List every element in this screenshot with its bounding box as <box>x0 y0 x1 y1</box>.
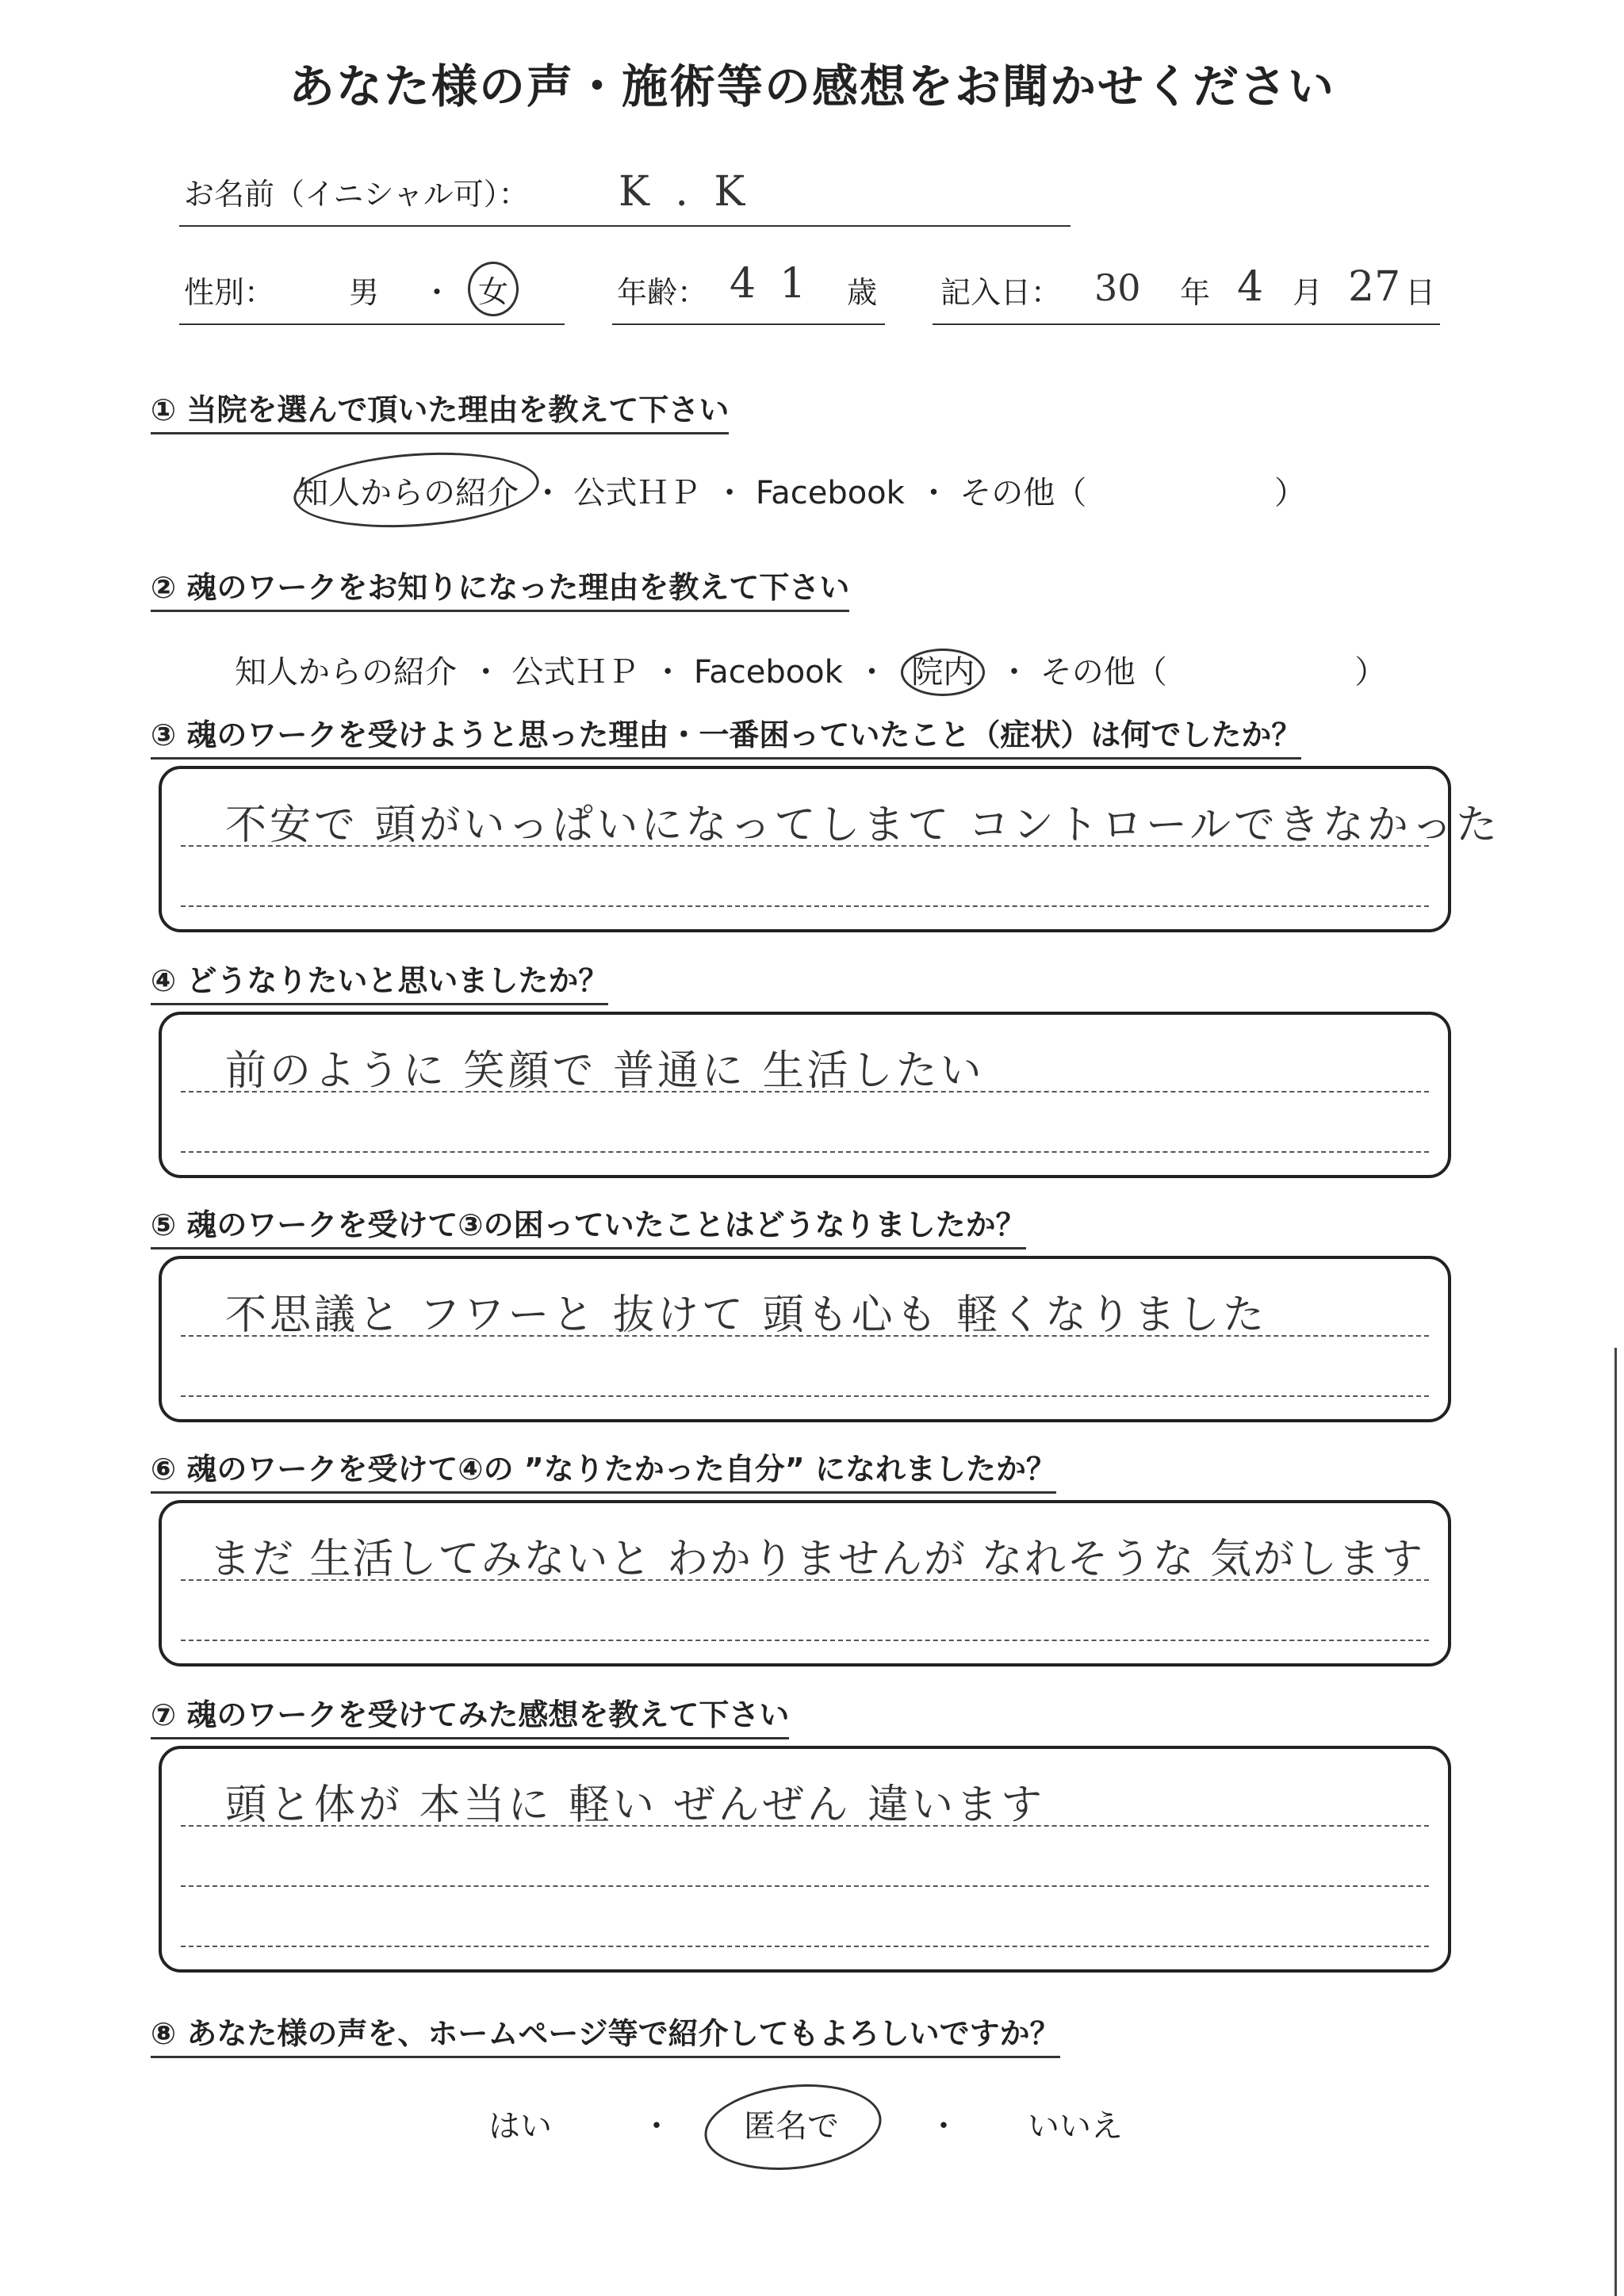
date-year: 30 <box>1094 266 1141 309</box>
name-value: K . K <box>619 168 752 216</box>
gender-female-circled: 女 <box>468 262 519 316</box>
q7-answer-box <box>159 1746 1451 1973</box>
q8-separator-1: ・ <box>641 2108 672 2145</box>
q3-answer-box <box>159 766 1501 932</box>
form-title: あなた様の声・施術等の感想をお聞かせください <box>288 59 1335 113</box>
gender-label: 性別： <box>184 275 275 310</box>
q1-option-referral: 知人からの紹介 <box>297 475 519 511</box>
q2-option-clinic-circled: 院内 <box>901 649 985 696</box>
q2-option-referral: 知人からの紹介 <box>235 654 457 691</box>
q8-separator-2: ・ <box>928 2108 959 2145</box>
q5-line-2 <box>181 1395 1429 1397</box>
q1-heading: ① 当院を選んで頂いた理由を教えて下さい <box>151 385 729 434</box>
gender-male: 男 <box>349 275 380 310</box>
q1-option-other-close: ） <box>1274 475 1306 511</box>
q4-answer: 前のように 笑顔で 普通に 生活したい <box>225 1047 985 1095</box>
q2-option-other: ・ その他（ <box>998 654 1167 691</box>
date-month: 4 <box>1237 263 1264 311</box>
q6-answer-box <box>159 1500 1451 1667</box>
q2-option-facebook: ・ Facebook <box>652 654 843 691</box>
q2-heading: ② 魂のワークをお知りになった理由を教えて下さい <box>151 563 849 612</box>
gender-underline <box>179 323 565 325</box>
q7-line-2 <box>181 1885 1429 1887</box>
name-label: お名前（イニシャル可）： <box>184 177 529 212</box>
date-day: 27 <box>1348 263 1401 311</box>
q5-answer: 不思議と フワーと 抜けて 頭も心も 軽くなりました <box>225 1292 1268 1339</box>
scan-edge <box>1614 1348 1617 2296</box>
q8-option-no: いいえ <box>1028 2108 1123 2145</box>
age-label: 年齢： <box>617 275 708 310</box>
q6-line-2 <box>181 1640 1429 1641</box>
q3-heading: ③ 魂のワークを受けようと思った理由・一番困っていたこと（症状）は何でしたか？ <box>151 710 1301 760</box>
date-underline <box>933 323 1440 325</box>
name-underline <box>179 225 1071 227</box>
age-underline <box>612 323 885 325</box>
q3-line-2 <box>181 905 1429 907</box>
q1-referral-circle <box>291 445 542 534</box>
q8-anonymous-circle <box>700 2076 886 2179</box>
q8-option-anonymous: 匿名で <box>744 2108 839 2145</box>
q1-option-hp: ・ 公式ＨＰ <box>531 475 701 511</box>
q4-line-2 <box>181 1151 1429 1153</box>
q5-heading: ⑤ 魂のワークを受けて③の困っていたことはどうなりましたか？ <box>151 1200 1026 1249</box>
gender-separator: ・ <box>422 275 453 310</box>
date-year-unit: 年 <box>1180 275 1211 310</box>
date-month-unit: 月 <box>1293 275 1323 310</box>
date-day-unit: 日 <box>1405 275 1436 310</box>
age-unit: 歳 <box>847 275 878 310</box>
q2-option-hp: ・ 公式ＨＰ <box>469 654 639 691</box>
q7-heading: ⑦ 魂のワークを受けてみた感想を教えて下さい <box>151 1690 789 1739</box>
q8-option-yes: はい <box>488 2108 552 2145</box>
date-label: 記入日： <box>940 275 1062 310</box>
q3-answer: 不安で 頭がいっぱいになってしまて コントロールできなかった <box>225 802 1501 849</box>
q8-heading: ⑧ あなた様の声を、ホームページ等で紹介してもよろしいですか？ <box>151 2009 1060 2058</box>
q4-answer-box <box>159 1012 1451 1178</box>
q2-options <box>235 647 1389 692</box>
q5-answer-box <box>159 1256 1451 1422</box>
q4-heading: ④ どうなりたいと思いましたか？ <box>151 956 608 1005</box>
q1-option-facebook: ・ Facebook <box>714 475 905 511</box>
age-value: 41 <box>730 260 830 308</box>
q1-option-other: ・ その他（ <box>917 475 1087 511</box>
q6-answer: まだ 生活してみないと わかりませんが なれそうな 気がします <box>209 1536 1425 1583</box>
q6-heading: ⑥ 魂のワークを受けて④の ”なりたかった自分” になれましたか？ <box>151 1445 1056 1494</box>
q7-answer: 頭と体が 本当に 軽い ぜんぜん 違います <box>225 1781 1046 1829</box>
q7-line-3 <box>181 1946 1429 1947</box>
q2-option-sep: ・ <box>856 654 888 691</box>
q2-option-other-close: ） <box>1354 654 1387 691</box>
